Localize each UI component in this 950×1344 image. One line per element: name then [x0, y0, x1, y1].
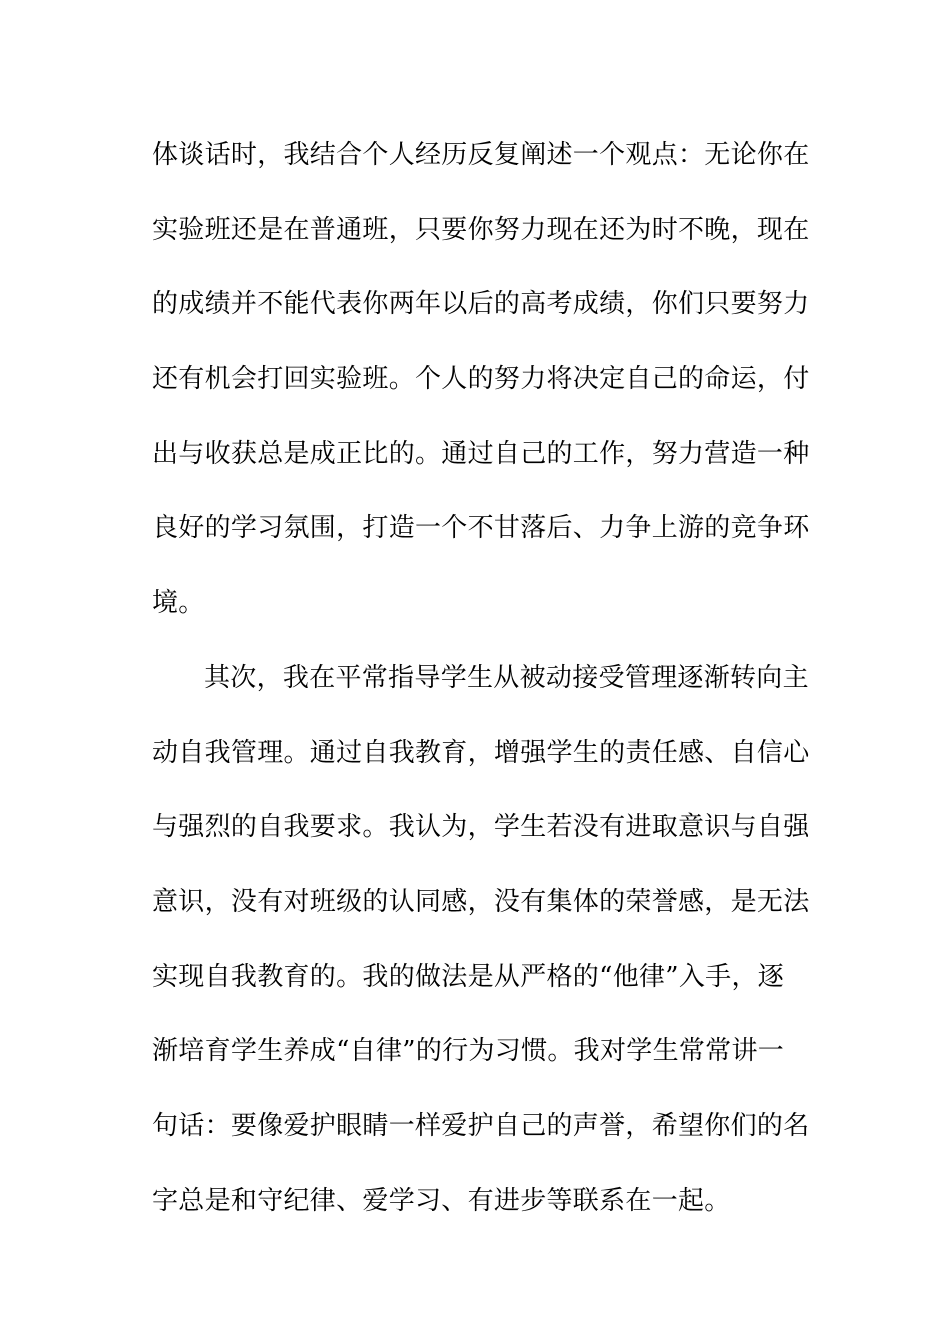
- paragraph-1-line-2: 实验班还是在普通班，只要你努力现在还为时不晚，现在: [152, 214, 810, 245]
- paragraph-2-line-7: 句话：要像爱护眼睛一样爱护自己的声誉，希望你们的名: [152, 1110, 810, 1141]
- paragraph-1-line-5: 出与收获总是成正比的。通过自己的工作，努力营造一种: [152, 438, 810, 469]
- paragraph-1-line-4: 还有机会打回实验班。个人的努力将决定自己的命运，付: [152, 364, 810, 395]
- body-text: [152, 126, 810, 1246]
- paragraph-1-line-3: 的成绩并不能代表你两年以后的高考成绩，你们只要努力: [152, 289, 810, 320]
- paragraph-1-line-7: 境。: [152, 588, 205, 619]
- paragraph-2-line-5: 实现自我教育的。我的做法是从严格的“他律”入手，逐: [152, 961, 785, 992]
- paragraph-2-line-2: 动自我管理。通过自我教育，增强学生的责任感、自信心: [152, 737, 810, 768]
- paragraph-1-line-6: 良好的学习氛围，打造一个不甘落后、力争上游的竞争环: [152, 513, 810, 544]
- paragraph-2-line-1: 其次，我在平常指导学生从被动接受管理逐渐转向主: [204, 662, 809, 693]
- paragraph-2-line-8: 字总是和守纪律、爱学习、有进步等联系在一起。: [152, 1185, 731, 1216]
- paragraph-2-line-6: 渐培育学生养成“自律”的行为习惯。我对学生常常讲一: [152, 1036, 785, 1067]
- paragraph-1-line-1: 体谈话时，我结合个人经历反复阐述一个观点：无论你在: [152, 140, 810, 170]
- paragraph-2-line-3: 与强烈的自我要求。我认为，学生若没有进取意识与自强: [152, 812, 810, 843]
- paragraph-2-line-4: 意识，没有对班级的认同感，没有集体的荣誉感，是无法: [152, 886, 810, 917]
